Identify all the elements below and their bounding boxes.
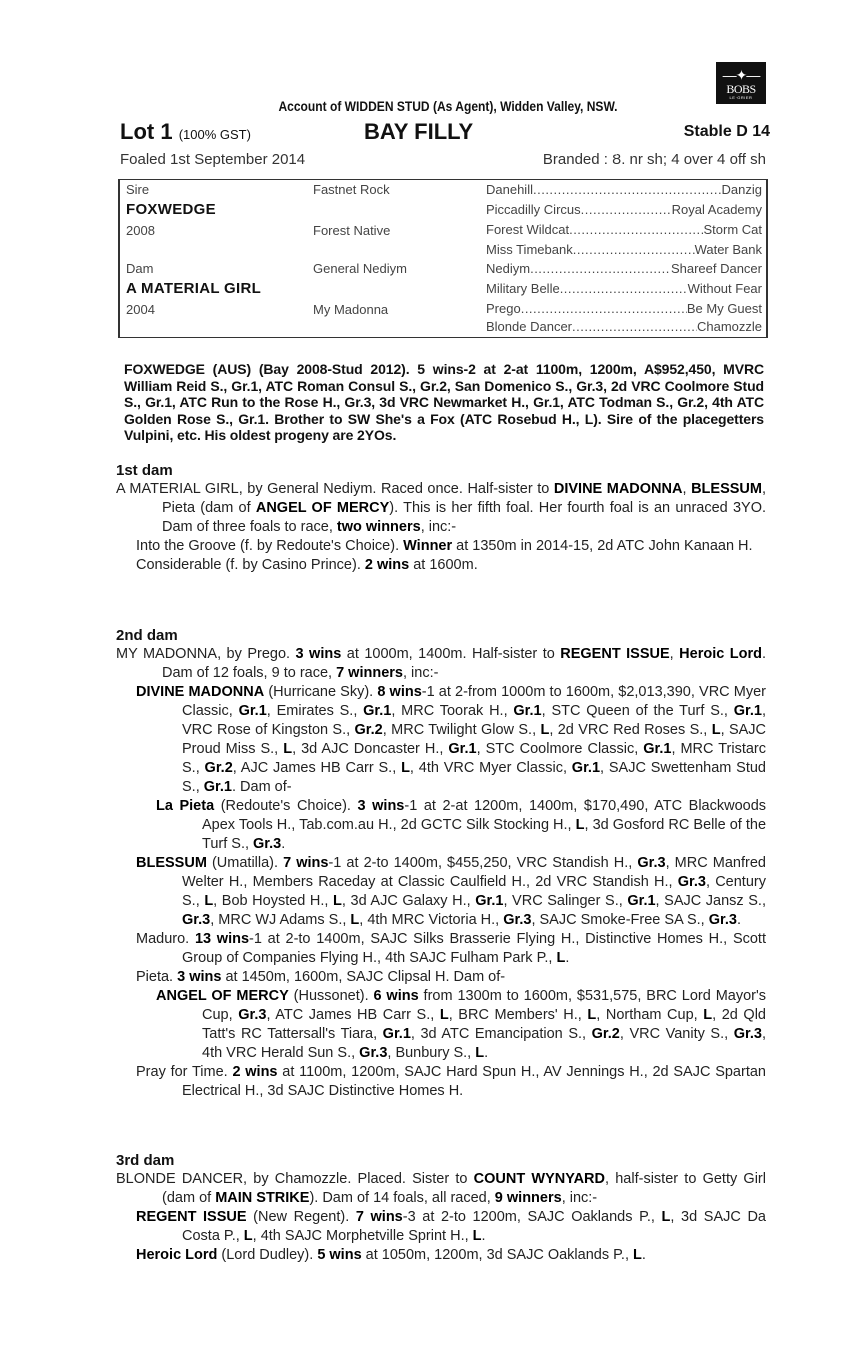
ancestor-name: Prego — [486, 301, 521, 316]
great-grandparent-row — [486, 301, 762, 316]
gst-note: (100% GST) — [178, 127, 251, 142]
ancestor-sire: Be My Guest — [686, 301, 762, 316]
ancestor-name: Military Belle — [486, 281, 560, 296]
section-body — [116, 480, 766, 575]
sire-year: 2008 — [126, 223, 155, 238]
section-title: 2nd dam — [116, 627, 178, 644]
logo-subtext: LE·GRIER — [729, 95, 753, 100]
grandparent: Forest Native — [313, 223, 391, 238]
ancestor-sire: Royal Academy — [671, 202, 762, 217]
lot-row — [120, 119, 770, 147]
ancestor-name: Forest Wildcat — [486, 222, 570, 237]
pedigree-entry: BLONDE DANCER, by Chamozzle. Placed. Sister to COUNT WYNYARD, half-sister to Getty Girl (dam of MAIN STRIKE). Dam of 14 foals, all raced, 9 winners, inc:- — [116, 1171, 766, 1206]
dam-year: 2004 — [126, 302, 155, 317]
ancestor-sire: Chamozzle — [696, 319, 762, 334]
ancestor-name: Danehill — [486, 182, 533, 197]
dam-name: A MATERIAL GIRL — [126, 280, 262, 297]
pedigree-entry: MY MADONNA, by Prego. 3 wins at 1000m, 1400m. Half-sister to REGENT ISSUE, Heroic Lord. Dam of 12 foals, 9 to race, 7 winners, inc:- — [116, 646, 767, 681]
vendor-account: Account of WIDDEN STUD (As Agent), Widden Valley, NSW. — [278, 98, 618, 114]
logo-word: BOBS — [726, 82, 756, 96]
brand-description: Branded : Ȣ. nr sh; 4 over 4 off sh — [542, 151, 766, 168]
great-grandparent-row — [486, 182, 762, 197]
sire-biography: FOXWEDGE (AUS) (Bay 2008-Stud 2012). 5 wins-2 at 2-at 1100m, 1200m, A$952,450, MVRC William Reid S., Gr.1, ATC Roman Consul S., Gr.2, San Domenico S., Gr.3, 2d VRC Coolmore Stud S., Gr.1, ATC Run to the Rose H., Gr.3, 3d VRC Newmarket H., Gr.1, ATC Todman S., Gr.2, 4th ATC Golden Rose S., Gr.1. Brother to SW She's a Fox (ATC Rosebud H., L). Sire of the placegetters Vulpini, etc. His oldest progeny are 2YOs. — [124, 361, 764, 443]
pedigree-entry: DIVINE MADONNA (Hurricane Sky). 8 wins-1 at 2-from 1000m to 1600m, $2,013,390, VRC Myer Classic, Gr.1, Emirates S., Gr.1, MRC Toorak H., Gr.1, STC Queen of the Turf S., Gr.1, VRC Rose of Kingston S., Gr.2, MRC Twilight Glow S., L, 2d VRC Red Roses S., L, SAJC Proud Miss S., L, 3d AJC Doncaster H., Gr.1, STC Coolmore Classic, Gr.1, MRC Tristarc S., Gr.2, AJC James HB Carr S., L, 4th VRC Myer Classic, Gr.1, SAJC Swettenham Stud S., Gr.1. Dam of- — [136, 684, 767, 795]
foal-row — [120, 151, 766, 171]
great-grandparent-row — [486, 242, 762, 257]
pedigree-entry: Into the Groove (f. by Redoute's Choice). Winner at 1350m in 2014-15, 2d ATC John Kanaan H. — [136, 538, 753, 554]
foaled-date: Foaled 1st September 2014 — [120, 151, 306, 168]
great-grandparent-row — [486, 319, 762, 334]
pedigree-entry: La Pieta (Redoute's Choice). 3 wins-1 at 2-at 1200m, 1400m, $170,490, ATC Blackwoods Apex Tools H., Tab.com.au H., 2d GCTC Silk Stocking H., L, 3d Gosford RC Belle of the Turf S., Gr.3. — [156, 798, 767, 852]
section-body — [116, 1170, 766, 1265]
pedigree-entry: BLESSUM (Umatilla). 7 wins-1 at 2-to 1400m, $455,250, VRC Standish H., Gr.3, MRC Manfred Welter H., Members Raceday at Classic Caulfield H., 2d VRC Standish H., Gr.3, Century S., L, Bob Hoysted H., L, 3d AJC Galaxy H., Gr.1, VRC Salinger S., Gr.1, SAJC Jansz S., Gr.3, MRC WJ Adams S., L, 4th MRC Victoria H., Gr.3, SAJC Smoke-Free SA S., Gr.3. — [136, 855, 766, 928]
section-3rd-dam — [116, 1152, 766, 1265]
grandparent: Fastnet Rock — [313, 182, 390, 197]
ancestor-name: Blonde Dancer — [486, 319, 572, 334]
pedigree-entry: ANGEL OF MERCY (Hussonet). 6 wins from 1300m to 1600m, $531,575, BRC Lord Mayor's Cup, Gr.3, ATC James HB Carr S., L, BRC Members' H., L, Northam Cup, L, 2d Qld Tatt's RC Tattersall's Tiara, Gr.1, 3d ATC Emancipation S., Gr.2, VRC Vanity S., Gr.3, 4th VRC Herald Sun S., Gr.3, Bunbury S., L. — [156, 988, 767, 1061]
pedigree-entry: Maduro. 13 wins-1 at 2-to 1400m, SAJC Silks Brasserie Flying H., Distinctive Homes H., Scott Group of Companies Flying H., 4th SAJC Fulham Park P., L. — [136, 931, 766, 966]
pedigree-entry: Considerable (f. by Casino Prince). 2 wins at 1600m. — [136, 557, 478, 573]
ancestor-name: Nediym — [486, 261, 531, 276]
section-title: 1st dam — [116, 462, 173, 479]
dam-label: Dam — [126, 261, 154, 276]
pedigree-entry: Pieta. 3 wins at 1450m, 1600m, SAJC Clipsal H. Dam of- — [136, 969, 506, 985]
pedigree-entry: REGENT ISSUE (New Regent). 7 wins-3 at 2-to 1200m, SAJC Oaklands P., L, 3d SAJC Da Costa P., L, 4th SAJC Morphetville Sprint H., L. — [136, 1209, 766, 1244]
grandparent: General Nediym — [313, 261, 407, 276]
section-title: 3rd dam — [116, 1152, 175, 1169]
great-grandparent-row — [486, 202, 762, 217]
ancestor-name: Miss Timebank — [486, 242, 573, 257]
lot-label: Lot 1 — [120, 119, 173, 144]
sire-name: FOXWEDGE — [126, 201, 216, 218]
section-body — [116, 645, 766, 1101]
ancestor-sire: Danzig — [721, 182, 762, 197]
pedigree-table — [118, 179, 768, 338]
ancestor-sire: Without Fear — [687, 281, 762, 296]
section-1st-dam — [116, 462, 766, 575]
ancestor-sire: Storm Cat — [703, 222, 762, 237]
ancestor-sire: Water Bank — [694, 242, 762, 257]
pedigree-entry: Pray for Time. 2 wins at 1100m, 1200m, SAJC Hard Spun H., AV Jennings H., 2d SAJC Spartan Electrical H., 3d SAJC Distinctive Homes H. — [136, 1064, 766, 1099]
lot-number — [120, 119, 251, 145]
great-grandparent-row — [486, 222, 762, 237]
pedigree-entry: A MATERIAL GIRL, by General Nediym. Raced once. Half-sister to DIVINE MADONNA, BLESSUM, Pieta (dam of ANGEL OF MERCY). This is her fifth foal. Her fourth foal is an unraced 3YO. Dam of three foals to race, two winners, inc:- — [116, 481, 766, 535]
stable-location: Stable D 14 — [683, 123, 770, 140]
great-grandparent-row — [486, 261, 762, 276]
pedigree-entry: Heroic Lord (Lord Dudley). 5 wins at 1050m, 1200m, 3d SAJC Oaklands P., L. — [136, 1247, 646, 1263]
section-2nd-dam — [116, 627, 766, 1101]
ancestor-sire: Shareef Dancer — [670, 261, 762, 276]
grandparent: My Madonna — [313, 302, 389, 317]
lot-sex-colour: BAY FILLY — [364, 119, 474, 144]
sire-label: Sire — [126, 182, 150, 197]
great-grandparent-row — [486, 281, 762, 296]
ancestor-name: Piccadilly Circus — [486, 202, 581, 217]
horse-icon: —✦— — [722, 67, 760, 83]
